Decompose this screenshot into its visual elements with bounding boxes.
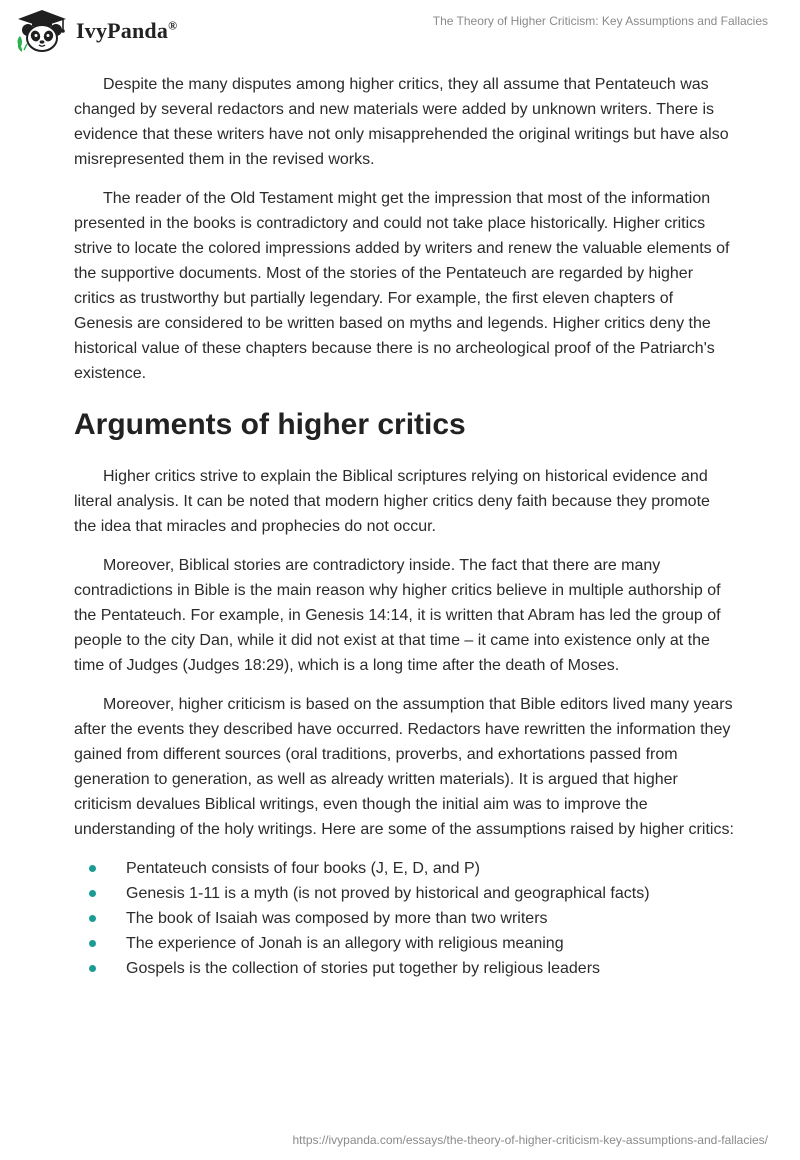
list-item [74, 856, 734, 881]
paragraph: Higher critics strive to explain the Biblical scriptures relying on historical evidence and literal analysis. It can be noted that modern higher critics deny faith because they promote the idea that miracles and prophecies do not occur. [74, 468, 710, 535]
list-item-text: The book of Isaiah was composed by more than two writers [126, 910, 548, 927]
list-item [74, 881, 734, 906]
list-item-text: The experience of Jonah is an allegory with religious meaning [126, 935, 564, 952]
page-header [0, 0, 800, 64]
paragraph: Despite the many disputes among higher critics, they all assume that Pentateuch was changed by several redactors and new materials were added by unknown writers. There is evidence that these writers have not only misapprehended the original writings but have also misrepresented them in the revised works. [74, 76, 729, 168]
list-item [74, 931, 734, 956]
list-item [74, 906, 734, 931]
paragraph: Moreover, higher criticism is based on the assumption that Bible editors lived many years after the events they described have occurred. Redactors have rewritten the information they gained from different sources (oral traditions, proverbs, and exhortations passed from generation to generation, as well as already written materials). It is argued that higher criticism devalues Biblical writings, even though the initial aim was to improve the understanding of the holy writings. Here are some of the assumptions raised by higher critics: [74, 696, 734, 838]
registered-mark: ® [168, 18, 178, 33]
paragraph: The reader of the Old Testament might get the impression that most of the information presented in the books is contradictory and could not take place historically. Higher critics strive to locate the colored impressions added by writers and renew the valuable elements of the supportive documents. Most of the stories of the Pentateuch are regarded by higher critics as trustworthy but partially legendary. For example, the first eleven chapters of Genesis are considered to be written based on myths and legends. Higher critics deny the historical value of these chapters because there is no archeological proof of the Patriarch's existence. [74, 190, 730, 382]
source-url[interactable]: https://ivypanda.com/essays/the-theory-of-higher-criticism-key-assumptions-and-fallacies/ [292, 1133, 768, 1147]
paragraph: Moreover, Biblical stories are contradictory inside. The fact that there are many contradictions in Bible is the main reason why higher critics believe in multiple authorship of the Pentateuch. For example, in Genesis 14:14, it is written that Abram has led the group of people to the city Dan, while it did not exist at that time – it came into existence only at the time of Judges (Judges 18:29), which is a long time after the death of Moses. [74, 557, 721, 674]
document-title: The Theory of Higher Criticism: Key Assumptions and Fallacies [432, 14, 768, 28]
ivypanda-logo[interactable] [14, 8, 177, 54]
essay-content [74, 72, 734, 981]
bullet-icon [89, 965, 96, 972]
bullet-icon [89, 865, 96, 872]
section-heading: Arguments of higher critics [74, 408, 466, 441]
list-item-text: Pentateuch consists of four books (J, E, D, and P) [126, 860, 480, 877]
bullet-icon [89, 890, 96, 897]
assumptions-list [74, 856, 734, 981]
list-item [74, 956, 734, 981]
list-item-text: Genesis 1-11 is a myth (is not proved by historical and geographical facts) [126, 885, 650, 902]
list-item-text: Gospels is the collection of stories put together by religious leaders [126, 960, 601, 977]
brand-name: IvyPanda® [76, 18, 178, 43]
bullet-icon [89, 940, 96, 947]
bullet-icon [89, 915, 96, 922]
panda-graduate-icon [14, 8, 70, 54]
